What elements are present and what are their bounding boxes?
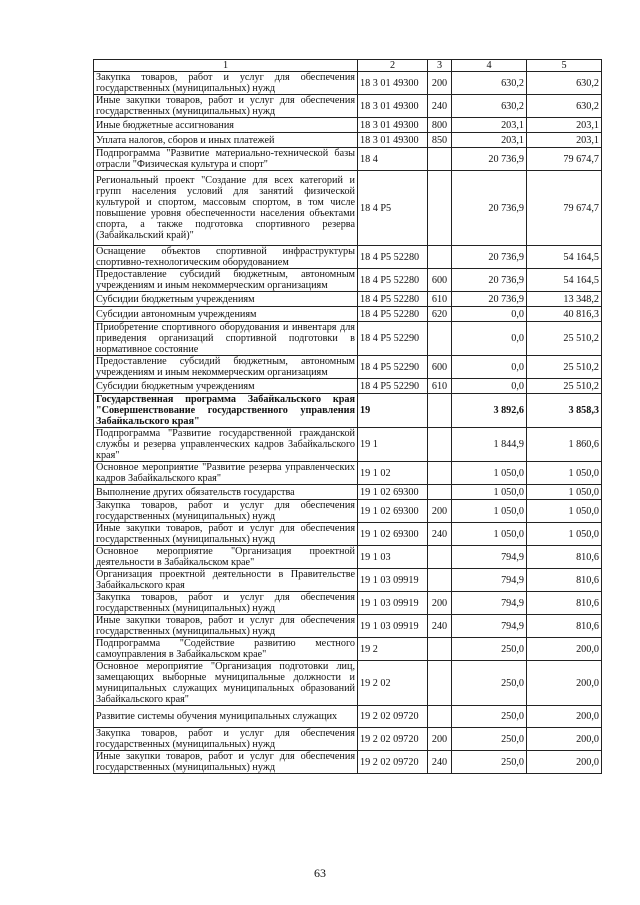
row-name: Подпрограмма "Развитие государственной гражданской службы и резерва управленческих кадров Забайкальского края" bbox=[94, 428, 358, 462]
row-name: Предоставление субсидий бюджетным, автономным учреждениям и иным некоммерческим организациям bbox=[94, 269, 358, 292]
table-row bbox=[94, 661, 602, 706]
row-value-col5: 25 510,2 bbox=[527, 356, 602, 379]
row-value-col4: 250,0 bbox=[452, 706, 527, 728]
page-number: 63 bbox=[314, 866, 326, 880]
table-row bbox=[94, 292, 602, 307]
header-col-3: 3 bbox=[428, 60, 452, 72]
row-code: 18 4 P5 52280 bbox=[358, 246, 428, 269]
row-name: Основное мероприятие "Организация подготовки лиц, замещающих выборные муниципальные должности и муниципальных служащих муниципальных образований Забайкальского края" bbox=[94, 661, 358, 706]
row-type: 240 bbox=[428, 523, 452, 546]
row-name: Субсидии автономным учреждениям bbox=[94, 307, 358, 322]
row-type bbox=[428, 171, 452, 246]
row-value-col4: 250,0 bbox=[452, 661, 527, 706]
table-row bbox=[94, 133, 602, 148]
row-name: Подпрограмма "Содействие развитию местного самоуправления в Забайкальском крае" bbox=[94, 638, 358, 661]
row-value-col4: 20 736,9 bbox=[452, 148, 527, 171]
row-value-col5: 1 050,0 bbox=[527, 523, 602, 546]
table-row bbox=[94, 500, 602, 523]
row-code: 18 4 P5 52280 bbox=[358, 292, 428, 307]
row-value-col4: 250,0 bbox=[452, 638, 527, 661]
row-code: 19 1 03 09919 bbox=[358, 592, 428, 615]
row-code: 19 1 03 09919 bbox=[358, 569, 428, 592]
row-type bbox=[428, 706, 452, 728]
table-row bbox=[94, 462, 602, 485]
row-value-col5: 810,6 bbox=[527, 569, 602, 592]
row-value-col4: 630,2 bbox=[452, 95, 527, 118]
row-value-col5: 25 510,2 bbox=[527, 379, 602, 394]
row-name: Иные закупки товаров, работ и услуг для обеспечения государственных (муниципальных) нужд bbox=[94, 95, 358, 118]
row-type: 200 bbox=[428, 728, 452, 751]
row-type: 600 bbox=[428, 356, 452, 379]
row-value-col5: 1 050,0 bbox=[527, 462, 602, 485]
table-row bbox=[94, 485, 602, 500]
row-code: 18 4 P5 52290 bbox=[358, 322, 428, 356]
row-value-col4: 794,9 bbox=[452, 546, 527, 569]
row-value-col4: 1 050,0 bbox=[452, 523, 527, 546]
table-row bbox=[94, 171, 602, 246]
table-row bbox=[94, 638, 602, 661]
row-value-col5: 25 510,2 bbox=[527, 322, 602, 356]
row-name: Иные закупки товаров, работ и услуг для обеспечения государственных (муниципальных) нужд bbox=[94, 615, 358, 638]
row-type bbox=[428, 322, 452, 356]
row-code: 19 1 02 69300 bbox=[358, 523, 428, 546]
row-type: 610 bbox=[428, 379, 452, 394]
header-col-1: 1 bbox=[94, 60, 358, 72]
row-name: Оснащение объектов спортивной инфраструктуры спортивно-технологическим оборудованием bbox=[94, 246, 358, 269]
row-code: 18 3 01 49300 bbox=[358, 95, 428, 118]
row-name: Организация проектной деятельности в Правительстве Забайкальского края bbox=[94, 569, 358, 592]
row-value-col4: 20 736,9 bbox=[452, 292, 527, 307]
table-row bbox=[94, 751, 602, 774]
row-value-col5: 200,0 bbox=[527, 706, 602, 728]
table-row bbox=[94, 428, 602, 462]
row-value-col4: 1 844,9 bbox=[452, 428, 527, 462]
row-type: 610 bbox=[428, 292, 452, 307]
row-name: Закупка товаров, работ и услуг для обеспечения государственных (муниципальных) нужд bbox=[94, 72, 358, 95]
row-value-col5: 810,6 bbox=[527, 592, 602, 615]
row-type: 240 bbox=[428, 751, 452, 774]
row-value-col5: 810,6 bbox=[527, 546, 602, 569]
row-value-col4: 794,9 bbox=[452, 569, 527, 592]
row-value-col5: 54 164,5 bbox=[527, 246, 602, 269]
row-value-col5: 630,2 bbox=[527, 95, 602, 118]
row-value-col5: 1 050,0 bbox=[527, 485, 602, 500]
row-code: 19 1 03 bbox=[358, 546, 428, 569]
row-name: Закупка товаров, работ и услуг для обеспечения государственных (муниципальных) нужд bbox=[94, 592, 358, 615]
row-type bbox=[428, 148, 452, 171]
table-row bbox=[94, 523, 602, 546]
table-row bbox=[94, 592, 602, 615]
row-value-col4: 20 736,9 bbox=[452, 269, 527, 292]
row-name: Закупка товаров, работ и услуг для обеспечения государственных (муниципальных) нужд bbox=[94, 728, 358, 751]
row-value-col4: 20 736,9 bbox=[452, 246, 527, 269]
row-value-col5: 200,0 bbox=[527, 638, 602, 661]
row-type bbox=[428, 638, 452, 661]
row-value-col5: 203,1 bbox=[527, 118, 602, 133]
row-value-col4: 20 736,9 bbox=[452, 171, 527, 246]
row-value-col4: 250,0 bbox=[452, 728, 527, 751]
row-name: Субсидии бюджетным учреждениям bbox=[94, 292, 358, 307]
row-value-col4: 794,9 bbox=[452, 592, 527, 615]
row-value-col5: 79 674,7 bbox=[527, 171, 602, 246]
row-code: 18 3 01 49300 bbox=[358, 72, 428, 95]
row-value-col4: 1 050,0 bbox=[452, 485, 527, 500]
table-row bbox=[94, 706, 602, 728]
row-value-col4: 1 050,0 bbox=[452, 462, 527, 485]
row-value-col5: 40 816,3 bbox=[527, 307, 602, 322]
header-col-4: 4 bbox=[452, 60, 527, 72]
table-row bbox=[94, 379, 602, 394]
table-row bbox=[94, 322, 602, 356]
row-type bbox=[428, 485, 452, 500]
row-value-col4: 0,0 bbox=[452, 356, 527, 379]
row-type: 200 bbox=[428, 72, 452, 95]
row-code: 18 3 01 49300 bbox=[358, 133, 428, 148]
row-type bbox=[428, 428, 452, 462]
row-type bbox=[428, 462, 452, 485]
row-name: Приобретение спортивного оборудования и инвентаря для приведения организаций спортивной подготовки в нормативное состояние bbox=[94, 322, 358, 356]
table-row bbox=[94, 356, 602, 379]
row-code: 18 4 P5 52290 bbox=[358, 356, 428, 379]
row-code: 19 2 02 bbox=[358, 661, 428, 706]
row-name: Основное мероприятие "Организация проектной деятельности в Забайкальском крае" bbox=[94, 546, 358, 569]
row-type: 240 bbox=[428, 95, 452, 118]
table-row bbox=[94, 269, 602, 292]
table-row bbox=[94, 394, 602, 428]
row-value-col5: 54 164,5 bbox=[527, 269, 602, 292]
row-value-col4: 250,0 bbox=[452, 751, 527, 774]
row-type: 850 bbox=[428, 133, 452, 148]
row-type bbox=[428, 661, 452, 706]
row-code: 19 2 02 09720 bbox=[358, 751, 428, 774]
row-type bbox=[428, 546, 452, 569]
row-value-col5: 203,1 bbox=[527, 133, 602, 148]
table-row bbox=[94, 118, 602, 133]
row-name: Подпрограмма "Развитие материально-технической базы отрасли "Физическая культура и спорт" bbox=[94, 148, 358, 171]
budget-table bbox=[93, 59, 602, 774]
row-code: 18 4 bbox=[358, 148, 428, 171]
row-code: 18 4 P5 52280 bbox=[358, 269, 428, 292]
row-code: 18 4 P5 52280 bbox=[358, 307, 428, 322]
row-code: 19 1 02 69300 bbox=[358, 500, 428, 523]
row-value-col5: 200,0 bbox=[527, 728, 602, 751]
row-type bbox=[428, 569, 452, 592]
row-code: 19 bbox=[358, 394, 428, 428]
row-name: Иные закупки товаров, работ и услуг для обеспечения государственных (муниципальных) нужд bbox=[94, 751, 358, 774]
row-code: 19 2 02 09720 bbox=[358, 706, 428, 728]
row-value-col4: 0,0 bbox=[452, 379, 527, 394]
row-value-col5: 1 860,6 bbox=[527, 428, 602, 462]
row-value-col4: 203,1 bbox=[452, 133, 527, 148]
row-value-col4: 794,9 bbox=[452, 615, 527, 638]
table-row bbox=[94, 728, 602, 751]
table-row bbox=[94, 246, 602, 269]
row-value-col4: 0,0 bbox=[452, 322, 527, 356]
row-value-col4: 1 050,0 bbox=[452, 500, 527, 523]
row-type bbox=[428, 394, 452, 428]
row-type: 200 bbox=[428, 592, 452, 615]
row-name: Государственная программа Забайкальского края "Совершенствование государственного управления Забайкальского края" bbox=[94, 394, 358, 428]
row-type: 620 bbox=[428, 307, 452, 322]
row-value-col5: 3 858,3 bbox=[527, 394, 602, 428]
budget-table-body bbox=[94, 60, 602, 774]
row-type: 240 bbox=[428, 615, 452, 638]
row-code: 18 4 P5 bbox=[358, 171, 428, 246]
row-value-col5: 200,0 bbox=[527, 751, 602, 774]
row-code: 19 2 02 09720 bbox=[358, 728, 428, 751]
row-value-col5: 200,0 bbox=[527, 661, 602, 706]
row-value-col5: 79 674,7 bbox=[527, 148, 602, 171]
row-type: 600 bbox=[428, 269, 452, 292]
table-row bbox=[94, 307, 602, 322]
row-value-col5: 1 050,0 bbox=[527, 500, 602, 523]
row-name: Выполнение других обязательств государства bbox=[94, 485, 358, 500]
row-code: 19 2 bbox=[358, 638, 428, 661]
row-name: Субсидии бюджетным учреждениям bbox=[94, 379, 358, 394]
row-code: 19 1 02 bbox=[358, 462, 428, 485]
row-code: 19 1 02 69300 bbox=[358, 485, 428, 500]
row-code: 18 4 P5 52290 bbox=[358, 379, 428, 394]
row-code: 19 1 03 09919 bbox=[358, 615, 428, 638]
row-name: Региональный проект "Создание для всех категорий и групп населения условий для занятий физической культурой и спортом, массовым спортом, в том числе повышение уровня обеспеченности населения объектами спорта, а также подготовка спортивного резерва (Забайкальский край)" bbox=[94, 171, 358, 246]
table-row bbox=[94, 148, 602, 171]
row-value-col4: 203,1 bbox=[452, 118, 527, 133]
row-code: 18 3 01 49300 bbox=[358, 118, 428, 133]
header-col-5: 5 bbox=[527, 60, 602, 72]
row-value-col5: 13 348,2 bbox=[527, 292, 602, 307]
row-value-col5: 810,6 bbox=[527, 615, 602, 638]
row-value-col4: 630,2 bbox=[452, 72, 527, 95]
row-name: Иные бюджетные ассигнования bbox=[94, 118, 358, 133]
table-header-row bbox=[94, 60, 602, 72]
row-type: 200 bbox=[428, 500, 452, 523]
row-value-col5: 630,2 bbox=[527, 72, 602, 95]
table-row bbox=[94, 95, 602, 118]
header-col-2: 2 bbox=[358, 60, 428, 72]
table-row bbox=[94, 569, 602, 592]
table-row bbox=[94, 615, 602, 638]
row-name: Уплата налогов, сборов и иных платежей bbox=[94, 133, 358, 148]
row-value-col4: 0,0 bbox=[452, 307, 527, 322]
row-name: Закупка товаров, работ и услуг для обеспечения государственных (муниципальных) нужд bbox=[94, 500, 358, 523]
row-name: Предоставление субсидий бюджетным, автономным учреждениям и иным некоммерческим организациям bbox=[94, 356, 358, 379]
row-name: Иные закупки товаров, работ и услуг для обеспечения государственных (муниципальных) нужд bbox=[94, 523, 358, 546]
row-name: Развитие системы обучения муниципальных служащих bbox=[94, 706, 358, 728]
row-type bbox=[428, 246, 452, 269]
table-row bbox=[94, 72, 602, 95]
row-type: 800 bbox=[428, 118, 452, 133]
row-code: 19 1 bbox=[358, 428, 428, 462]
row-name: Основное мероприятие "Развитие резерва управленческих кадров Забайкальского края" bbox=[94, 462, 358, 485]
table-row bbox=[94, 546, 602, 569]
row-value-col4: 3 892,6 bbox=[452, 394, 527, 428]
